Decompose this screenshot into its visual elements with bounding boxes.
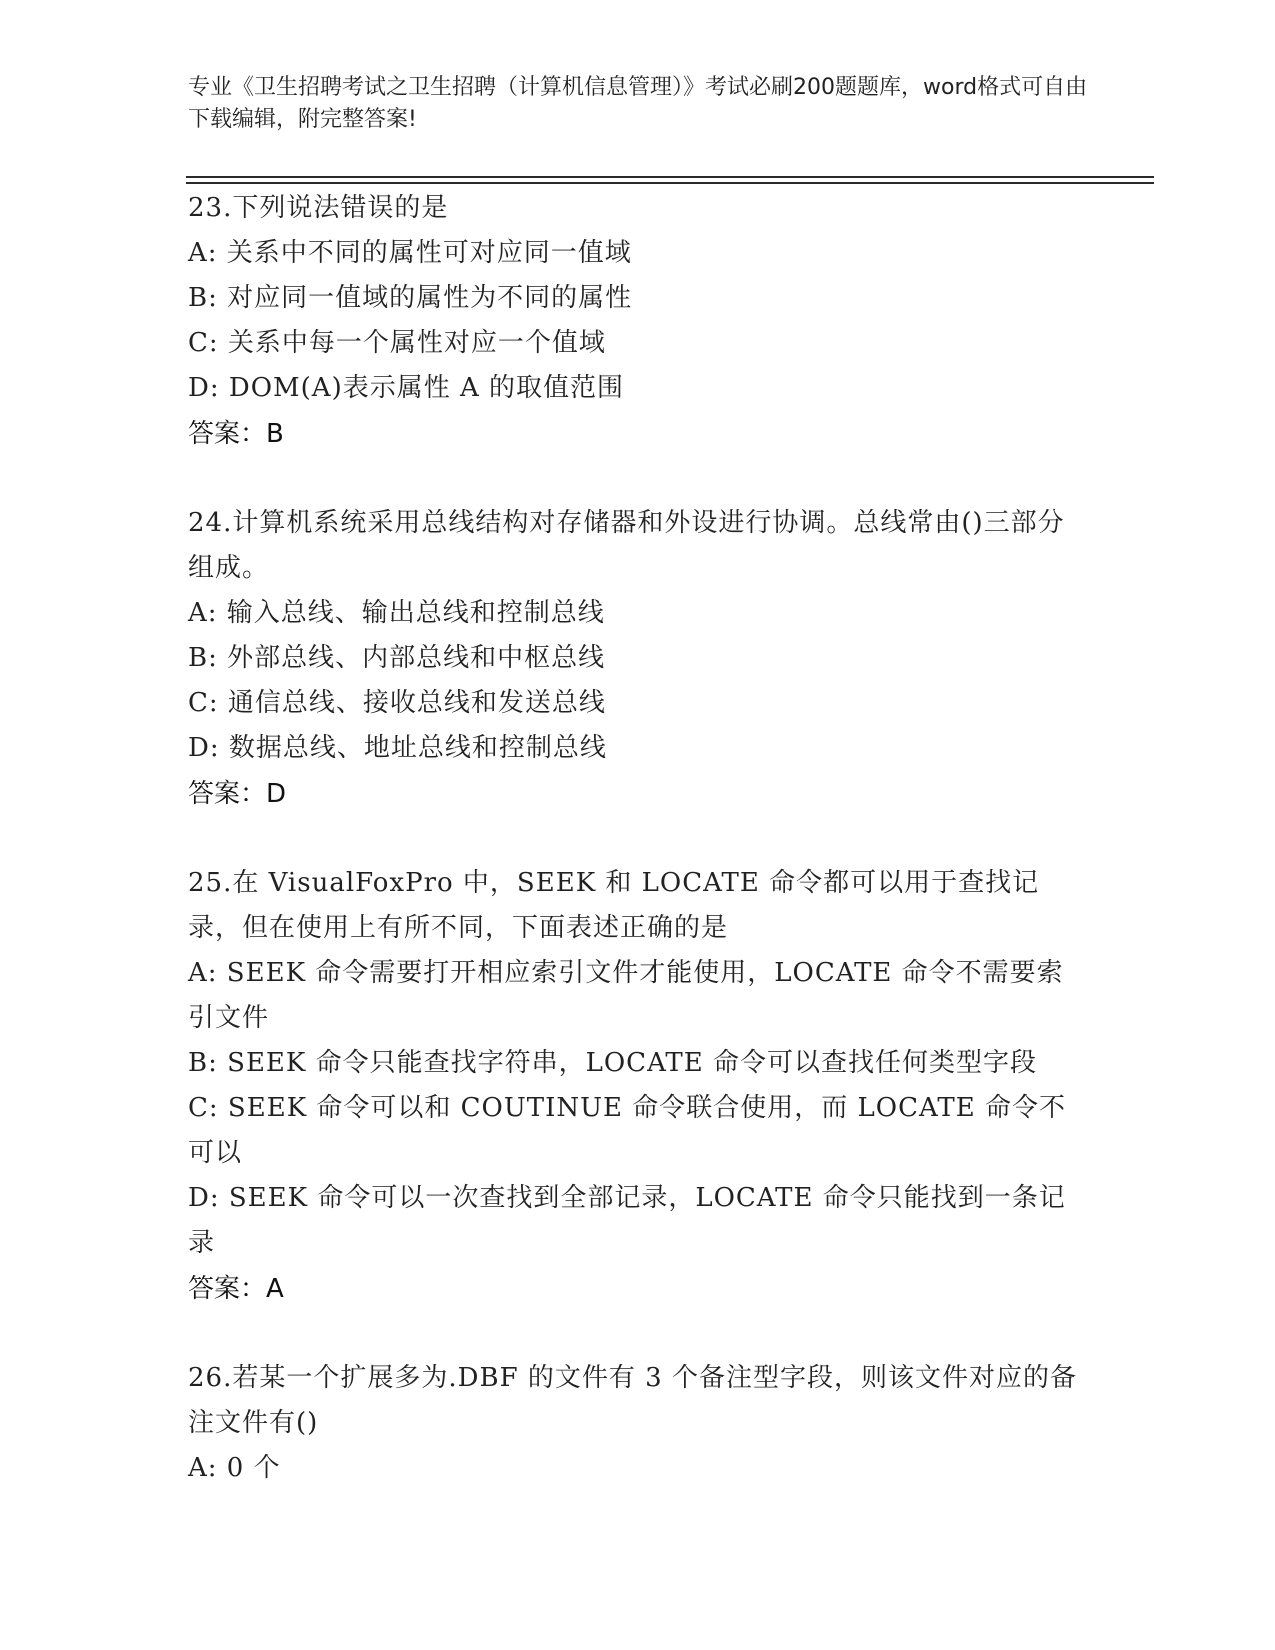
option-c: C: 关系中每一个属性对应一个值域 [188,328,606,358]
option-d: D: SEEK 命令可以一次查找到全部记录，LOCATE 命令只能找到一条记录 [188,1183,1066,1258]
question-stem: 25.在 VisualFoxPro 中，SEEK 和 LOCATE 命令都可以用于查找记录，但在使用上有所不同，下面表述正确的是 [188,868,1040,943]
option-a: A: SEEK 命令需要打开相应索引文件才能使用，LOCATE 命令不需要索引文件 [188,958,1064,1033]
header-divider-bottom [186,182,1154,184]
option-c: C: SEEK 命令可以和 COUTINUE 命令联合使用，而 LOCATE 命令不可以 [188,1093,1066,1168]
option-b: B: 外部总线、内部总线和中枢总线 [188,643,606,673]
document-header: 专业《卫生招聘考试之卫生招聘（计算机信息管理）》考试必刷200题题库，word格式可自由下载编辑，附完整答案! [188,75,1088,132]
answer-text: 答案：B [188,419,284,449]
option-d: D: 数据总线、地址总线和控制总线 [188,733,607,763]
option-d: D: DOM(A)表示属性 A 的取值范围 [188,373,625,403]
option-b: B: 对应同一值域的属性为不同的属性 [188,283,633,313]
question-stem: 23.下列说法错误的是 [188,193,449,223]
option-a: A: 关系中不同的属性可对应同一值域 [188,238,632,268]
question-item [188,501,1088,817]
option-b: B: SEEK 命令只能查找字符串，LOCATE 命令可以查找任何类型字段 [188,1048,1038,1078]
option-a: A: 0 个 [188,1453,281,1483]
question-item [188,186,1088,457]
answer-text: 答案：D [188,779,287,809]
option-a: A: 输入总线、输出总线和控制总线 [188,598,605,628]
header-divider-top [186,176,1154,178]
question-item [188,1356,1088,1491]
question-item [188,861,1088,1312]
question-list [188,186,1088,1535]
answer-text: 答案：A [188,1274,284,1304]
option-c: C: 通信总线、接收总线和发送总线 [188,688,606,718]
question-stem: 26.若某一个扩展多为.DBF 的文件有 3 个备注型字段，则该文件对应的备注文件有() [188,1363,1077,1438]
question-stem: 24.计算机系统采用总线结构对存储器和外设进行协调。总线常由()三部分组成。 [188,508,1065,583]
